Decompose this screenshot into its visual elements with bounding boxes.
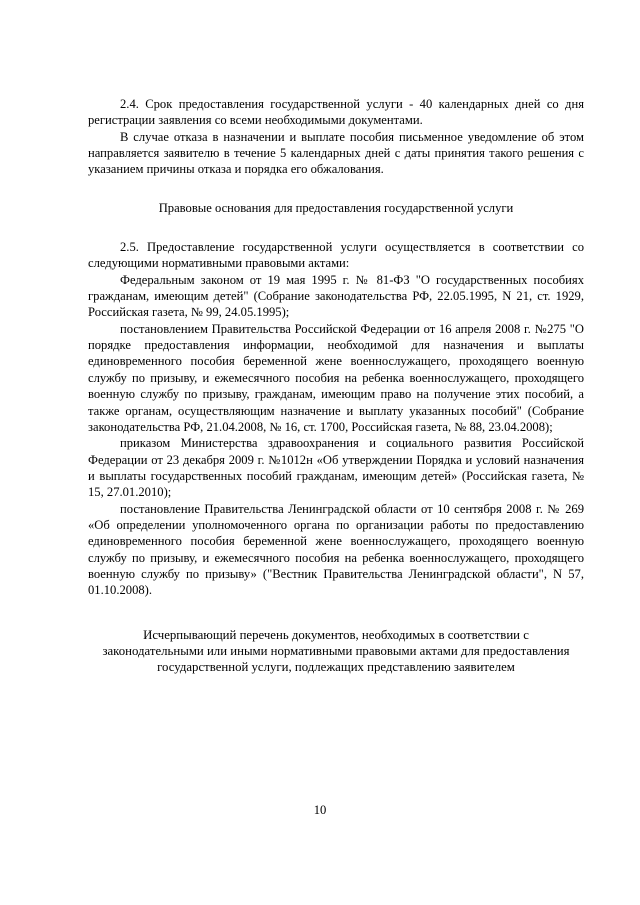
- paragraph-government-decree: постановлением Правительства Российской Федерации от 16 апреля 2008 г. №275 "О порядке предоставления информации, необходимой для назначения и выплаты единовременного пособия беременной жене военнослужащего, проходящего военную службу по призыву, и ежемесячного пособия на ребенка военнослужащего, проходящего военную службу по призыву, гражданам, имеющим право на получение этих пособий, а также органам, осуществляющим назначение и выплату указанных пособий" (Собрание законодательства РФ, 21.04.2008, № 16, ст. 1700, Российская газета, № 88, 23.04.2008);: [88, 321, 584, 434]
- paragraph-refusal-notice: В случае отказа в назначении и выплате пособия письменное уведомление об этом направляется заявителю в течение 5 календарных дней с даты принятия такого решения с указанием причины отказа и порядка его обжалования.: [88, 129, 584, 177]
- paragraph-service-term: 2.4. Срок предоставления государственной услуги - 40 календарных дней со дня регистрации заявления со всеми необходимыми документами.: [88, 97, 584, 128]
- paragraph-federal-law: Федеральным законом от 19 мая 1995 г. № 81-ФЗ "О государственных пособиях гражданам, имеющим детей" (Собрание законодательства РФ, 22.05.1995, N 21, ст. 1929, Российская газета, № 99, 24.05.1995);: [88, 272, 584, 320]
- paragraph-ministry-order: приказом Министерства здравоохранения и социального развития Российской Федерации от 23 декабря 2009 г. №1012н «Об утверждении Порядка и условий назначения и выплаты государственных пособий гражданам, имеющим детей» (Российская газета, № 15, 27.01.2010);: [88, 436, 584, 500]
- section-heading-legal-basis: Правовые основания для предоставления государственной услуги: [158, 200, 514, 215]
- section-heading-documents-list: Исчерпывающий перечень документов, необходимых в соответствии с законодательными или иными нормативными правовыми актами для предоставления государственной услуги, подлежащих представлению заявителем: [102, 627, 570, 675]
- page-number: 10: [313, 803, 327, 817]
- paragraph-regional-decree: постановление Правительства Ленинградской области от 10 сентября 2008 г. № 269 «Об определении уполномоченного органа по организации работы по предоставлению единовременного пособия беременной жене военнослужащего, проходящего военную службу по призыву, и ежемесячного пособия на ребенка военнослужащего, проходящего военную службу по призыву» ("Вестник Правительства Ленинградской области", N 57, 01.10.2008).: [88, 501, 584, 598]
- paragraph-legal-acts-intro: 2.5. Предоставление государственной услуги осуществляется в соответствии со следующими нормативными правовыми актами:: [88, 240, 584, 271]
- document-page: [88, 96, 584, 676]
